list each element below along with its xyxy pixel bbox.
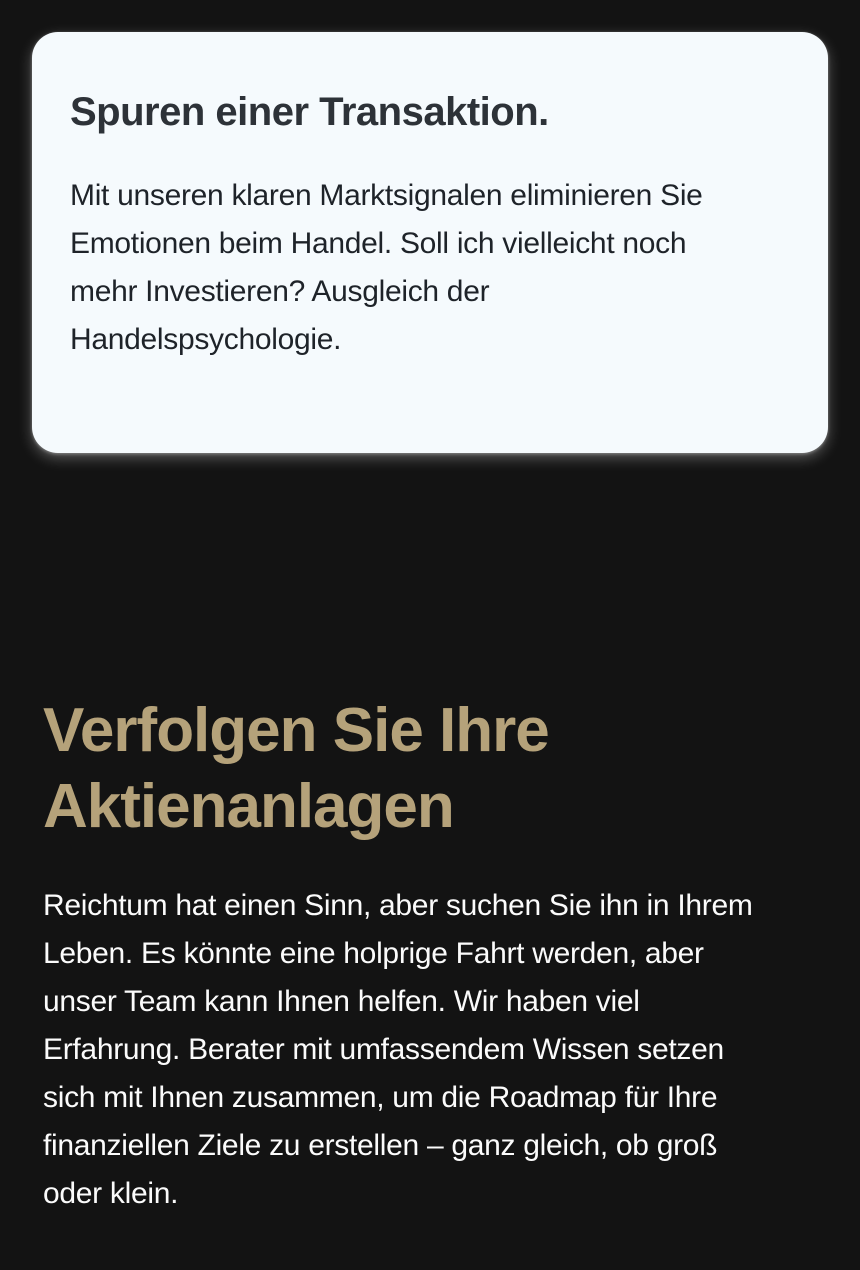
card-body [70, 172, 792, 364]
section-body-line: unser Team kann Ihnen helfen. Wir haben viel [43, 985, 640, 1018]
section-body-line: oder klein. [43, 1177, 179, 1210]
section-heading [43, 693, 830, 845]
transaction-info-card [32, 32, 828, 453]
section-body-line: Erfahrung. Berater mit umfassendem Wissen setzen [43, 1033, 724, 1066]
section-body-line: finanziellen Ziele zu erstellen – ganz gleich, ob groß [43, 1129, 718, 1162]
section-body-line: Leben. Es könnte eine holprige Fahrt werden, aber [43, 937, 704, 970]
section-body [43, 882, 830, 1218]
card-body-line: Mit unseren klaren Marktsignalen eliminieren Sie [70, 179, 703, 212]
section-body-line: sich mit Ihnen zusammen, um die Roadmap für Ihre [43, 1081, 718, 1114]
card-body-line: mehr Investieren? Ausgleich der [70, 275, 490, 308]
card-title: Spuren einer Transaktion. [70, 90, 549, 134]
section-heading-line: Verfolgen Sie Ihre [43, 696, 549, 765]
card-body-line: Handelspsychologie. [70, 323, 342, 356]
stock-tracking-section [43, 693, 830, 1218]
card-body-line: Emotionen beim Handel. Soll ich vielleicht noch [70, 227, 687, 260]
section-body-line: Reichtum hat einen Sinn, aber suchen Sie ihn in Ihrem [43, 889, 753, 922]
section-heading-line: Aktienanlagen [43, 772, 454, 841]
